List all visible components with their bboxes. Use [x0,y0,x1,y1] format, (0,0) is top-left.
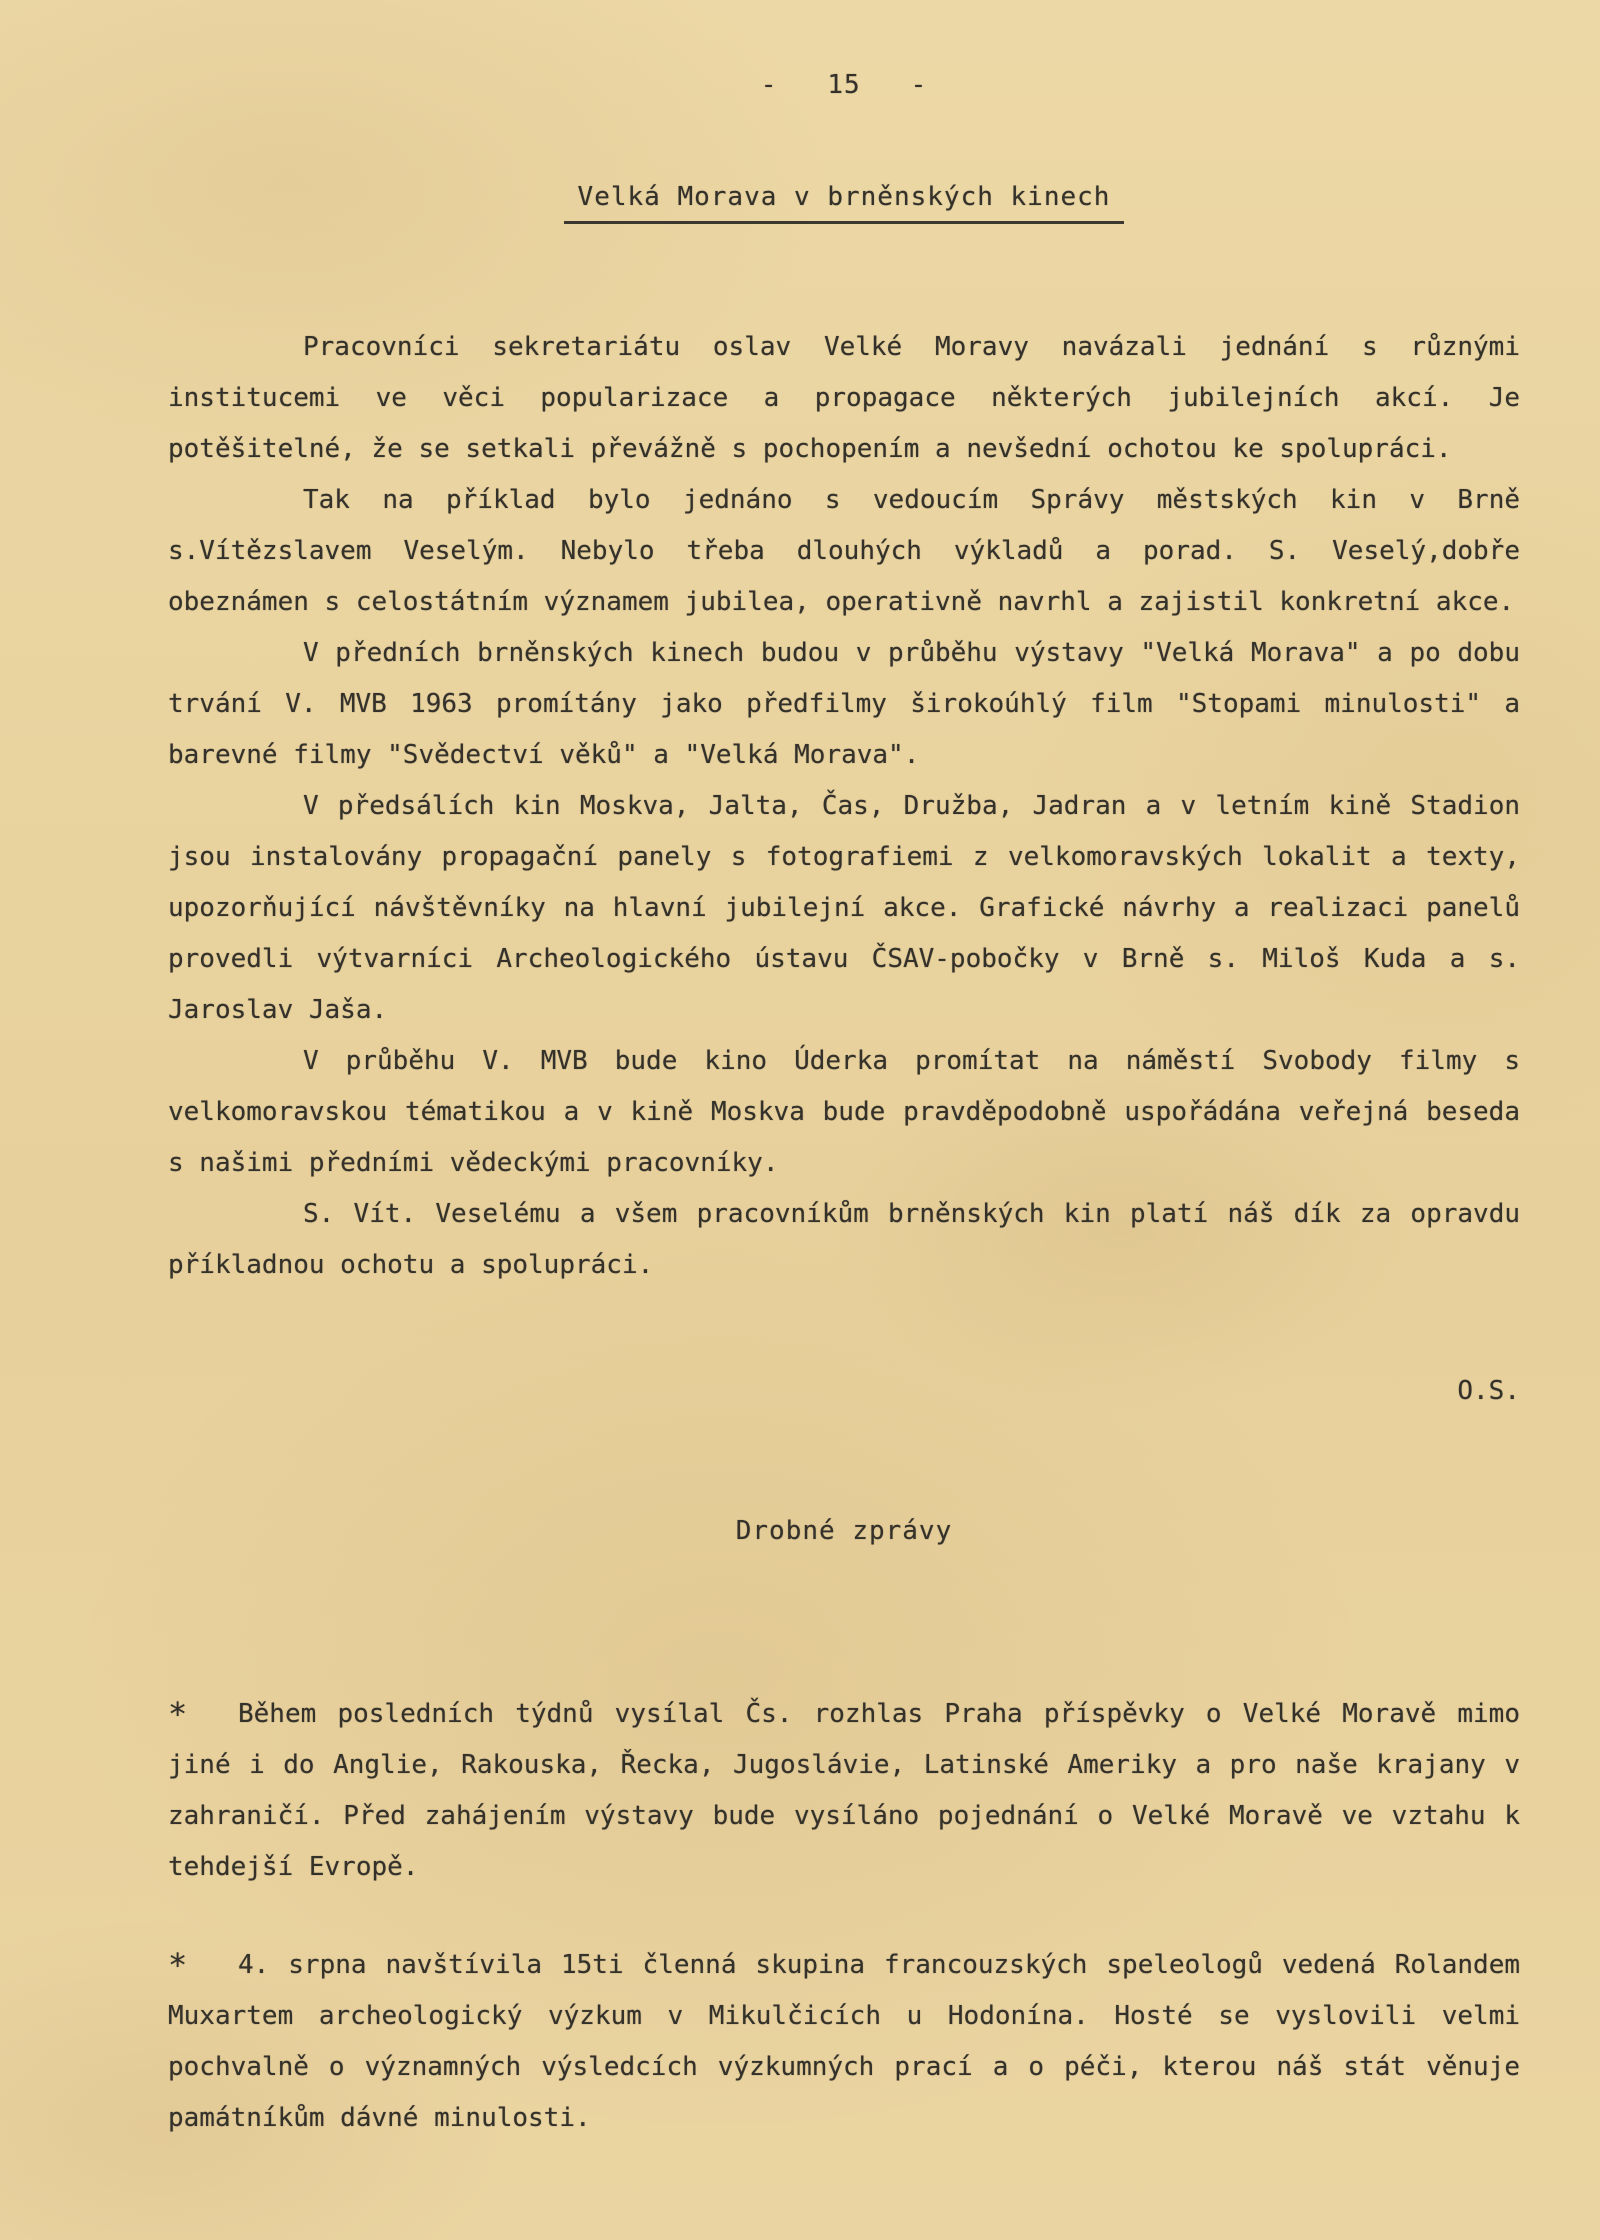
paragraph-2: Tak na příklad bylo jednáno s vedoucím Správy městských kin v Brně s.Vítězslavem Veselým. Nebylo třeba dlouhých výkladů a porad. S. Veselý,dobře obeznámen s celostátním významem jubilea, operativně navrhl a zajistil konkretní akce. [168,485,1520,617]
news-item-2 [168,1937,1520,2144]
document-title: Velká Morava v brněnských kinech [564,182,1125,224]
article-body [168,322,1520,1291]
section-title: Drobné zprávy [735,1516,953,1546]
news-item-1 [168,1686,1520,1893]
asterisk-marker: * [168,1946,188,1984]
asterisk-marker: * [168,1695,188,1733]
news-item-1-text: Během posledních týdnů vysílal Čs. rozhlas Praha příspěvky o Velké Moravě mimo jiné i do Anglie, Rakouska, Řecka, Jugoslávie, Latinské Ameriky a pro naše krajany v zahraničí. Před zahájením výstavy bude vysíláno pojednání o Velké Moravě ve vztahu k tehdejší Evropě. [168,1699,1520,1882]
paragraph-4: V předsálích kin Moskva, Jalta, Čas, Družba, Jadran a v letním kině Stadion jsou instalovány propagační panely s fotografiemi z velkomoravských lokalit a texty, upozorňující návštěvníky na hlavní jubilejní akce. Grafické návrhy a realizaci panelů provedli výtvarníci Archeologického ústavu ČSAV-pobočky v Brně s. Miloš Kuda a s. Jaroslav Jaša. [168,791,1520,1025]
news-section [168,1686,1520,2144]
author-initials: O.S. [1457,1376,1520,1406]
paragraph-3: V předních brněnských kinech budou v průběhu výstavy "Velká Morava" a po dobu trvání V. MVB 1963 promítány jako předfilmy širokoúhlý film "Stopami minulosti" a barevné filmy "Svědectví věků" a "Velká Morava". [168,638,1520,770]
paragraph-6: S. Vít. Veselému a všem pracovníkům brněnských kin platí náš dík za opravdu příkladnou ochotu a spolupráci. [168,1199,1520,1280]
paragraph-5: V průběhu V. MVB bude kino Úderka promítat na náměstí Svobody filmy s velkomoravskou tématikou a v kině Moskva bude pravděpodobně uspořádána veřejná beseda s našimi předními vědeckými pracovníky. [168,1046,1520,1178]
title-row [168,182,1520,224]
news-item-2-text: 4. srpna navštívila 15ti členná skupina francouzských speleologů vedená Rolandem Muxartem archeologický výzkum v Mikulčicích u Hodonína. Hosté se vyslovili velmi pochvalně o významných výsledcích výzkumných prací a o péči, kterou náš stát věnuje památníkům dávné minulosti. [168,1950,1520,2133]
page-number: - 15 - [760,70,928,100]
paragraph-1: Pracovníci sekretariátu oslav Velké Moravy navázali jednání s různými institucemi ve věci popularizace a propagace některých jubilejních akcí. Je potěšitelné, že se setkali převážně s pochopením a nevšední ochotou ke spolupráci. [168,332,1520,464]
